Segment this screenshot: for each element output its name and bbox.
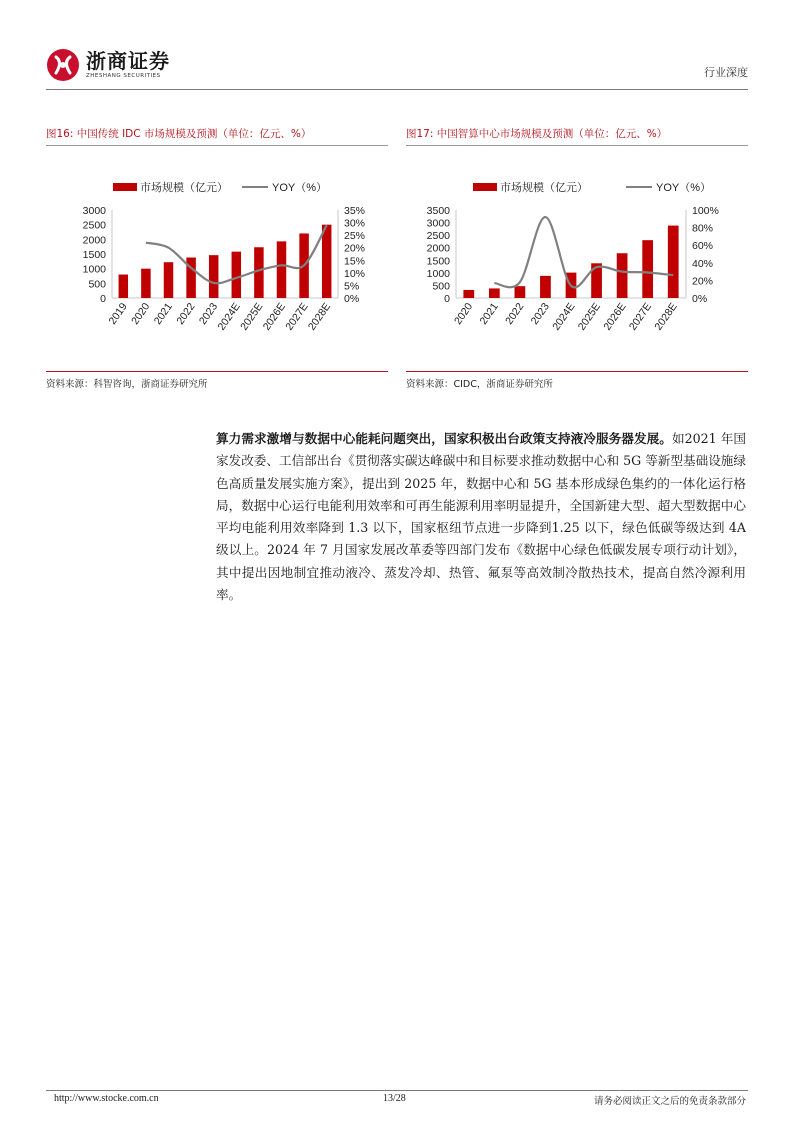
header-divider [46, 89, 748, 90]
bar [489, 288, 500, 298]
figure-top-rule [406, 145, 748, 146]
x-tick-label: 2021 [477, 300, 501, 327]
bar [254, 247, 263, 298]
x-tick-label: 2025E [575, 300, 604, 333]
logo-english-name: ZHESHANG SECURITIES [86, 73, 161, 79]
figure-17 [406, 120, 748, 395]
body-paragraph [216, 428, 746, 606]
figure-source: 资料来源：CIDC，浙商证券研究所 [406, 379, 553, 390]
figure-source: 资料来源：科智咨询，浙商证券研究所 [46, 379, 208, 390]
bar [209, 255, 218, 298]
x-tick-label: 2022 [174, 300, 198, 327]
y-left-tick-label: 2000 [426, 242, 450, 255]
x-tick-label: 2024E [550, 300, 578, 333]
y-right-tick-label: 60% [692, 240, 714, 253]
footer-divider [46, 1090, 748, 1091]
legend-bar-swatch [473, 183, 497, 191]
y-right-tick-label: 10% [344, 267, 366, 280]
y-left-tick-label: 500 [88, 278, 106, 291]
figure-top-rule [46, 145, 388, 146]
intelligent-computing-chart [406, 172, 748, 367]
bar [463, 290, 474, 298]
logo [46, 48, 170, 82]
figure-16 [46, 120, 388, 395]
y-right-tick-label: 20% [692, 275, 714, 288]
y-right-tick-label: 80% [692, 222, 714, 235]
x-tick-label: 2023 [196, 300, 221, 327]
bar [164, 262, 173, 298]
legend-line-label: YOY（%） [656, 182, 712, 194]
x-tick-label: 2022 [503, 300, 527, 327]
bar [277, 241, 286, 298]
x-tick-label: 2021 [151, 300, 175, 327]
x-tick-label: 2025E [238, 300, 266, 333]
bar [515, 286, 526, 298]
logo-name: 浙商证券 [86, 49, 170, 73]
x-tick-label: 2023 [528, 300, 552, 327]
y-right-tick-label: 30% [344, 217, 366, 230]
idc-market-chart [46, 172, 388, 367]
figure-bottom-rule [406, 371, 748, 372]
x-tick-label: 2019 [106, 300, 130, 327]
y-left-tick-label: 2500 [82, 219, 106, 232]
legend-line-label: YOY（%） [272, 182, 328, 194]
y-left-tick-label: 0 [100, 293, 106, 305]
paragraph-lead: 算力需求激增与数据中心能耗问题突出，国家积极出台政策支持液冷服务器发展。 [216, 431, 672, 446]
y-right-tick-label: 25% [344, 230, 366, 243]
paragraph-text: 如2021 年国家发改委、工信部出台《贯彻落实碳达峰碳中和目标要求推动数据中心和 5G 等新型基础设施绿色高质量发展实施方案》，提出到 2025 年，数据中心和 5G 基本形成绿色集约的一体化运行格局，数据中心运行电能利用效率和可再生能源利用率明显提升，全国新建大型、超大型数据中心平均电能利用效率降到 1.3 以下，国家枢纽节点进一步降到1.25 以下，绿色低碳等级达到 4A 级以上。2024 年 7 月国家发展改革委等四部门发布《数据中心绿色低碳发展专项行动计划》，其中提出因地制宜推动液冷、蒸发冷却、热管、氟泵等高效制冷散热技术，提高自然冷源利用率。 [216, 431, 747, 603]
x-tick-label: 2028E [305, 300, 334, 333]
y-right-tick-label: 35% [344, 205, 366, 217]
bar [322, 225, 331, 298]
x-tick-label: 2024E [215, 300, 243, 333]
bar [119, 275, 128, 298]
y-right-tick-label: 20% [344, 242, 366, 255]
x-tick-label: 2026E [601, 300, 629, 333]
y-left-tick-label: 3000 [426, 217, 450, 230]
y-left-tick-label: 2000 [82, 234, 106, 247]
footer-url[interactable]: http://www.stocke.com.cn [54, 1093, 159, 1104]
x-tick-label: 2027E [626, 300, 655, 333]
y-right-tick-label: 5% [344, 280, 360, 293]
page-number: 13/28 [383, 1093, 406, 1104]
legend-bar-label: 市场规模（亿元） [500, 182, 588, 194]
y-left-tick-label: 1000 [82, 263, 106, 276]
bar [617, 253, 628, 298]
y-right-tick-label: 100% [692, 205, 719, 217]
page-header [46, 48, 748, 88]
x-tick-label: 2028E [652, 300, 680, 333]
y-right-tick-label: 0% [692, 293, 708, 305]
y-right-tick-label: 15% [344, 255, 366, 268]
figure-bottom-rule [46, 371, 388, 372]
y-left-tick-label: 1500 [426, 255, 450, 268]
y-right-tick-label: 0% [344, 293, 360, 305]
legend-bar-label: 市场规模（亿元） [140, 182, 228, 194]
x-tick-label: 2027E [283, 300, 311, 333]
figure-title: 图16: 中国传统 IDC 市场规模及预测（单位：亿元、%） [46, 128, 312, 140]
y-left-tick-label: 1000 [426, 267, 450, 280]
bar [540, 276, 551, 298]
y-left-tick-label: 3000 [82, 205, 106, 217]
report-section-label: 行业深度 [704, 66, 748, 79]
y-right-tick-label: 40% [692, 257, 714, 270]
y-left-tick-label: 3500 [426, 205, 450, 217]
bar [141, 269, 150, 298]
bar [668, 226, 679, 298]
zheshang-logo-icon [46, 48, 80, 82]
x-tick-label: 2026E [260, 300, 288, 333]
bar [232, 252, 241, 298]
x-tick-label: 2020 [129, 300, 153, 327]
bar [642, 240, 653, 298]
figure-title: 图17: 中国智算中心市场规模及预测（单位：亿元、%） [406, 128, 668, 140]
footer-disclaimer: 请务必阅读正文之后的免责条款部分 [593, 1096, 746, 1107]
x-tick-label: 2020 [452, 300, 476, 327]
y-left-tick-label: 500 [432, 280, 450, 293]
y-left-tick-label: 2500 [426, 230, 450, 243]
legend-bar-swatch [113, 183, 137, 191]
y-left-tick-label: 1500 [82, 249, 106, 261]
y-left-tick-label: 0 [444, 293, 450, 305]
